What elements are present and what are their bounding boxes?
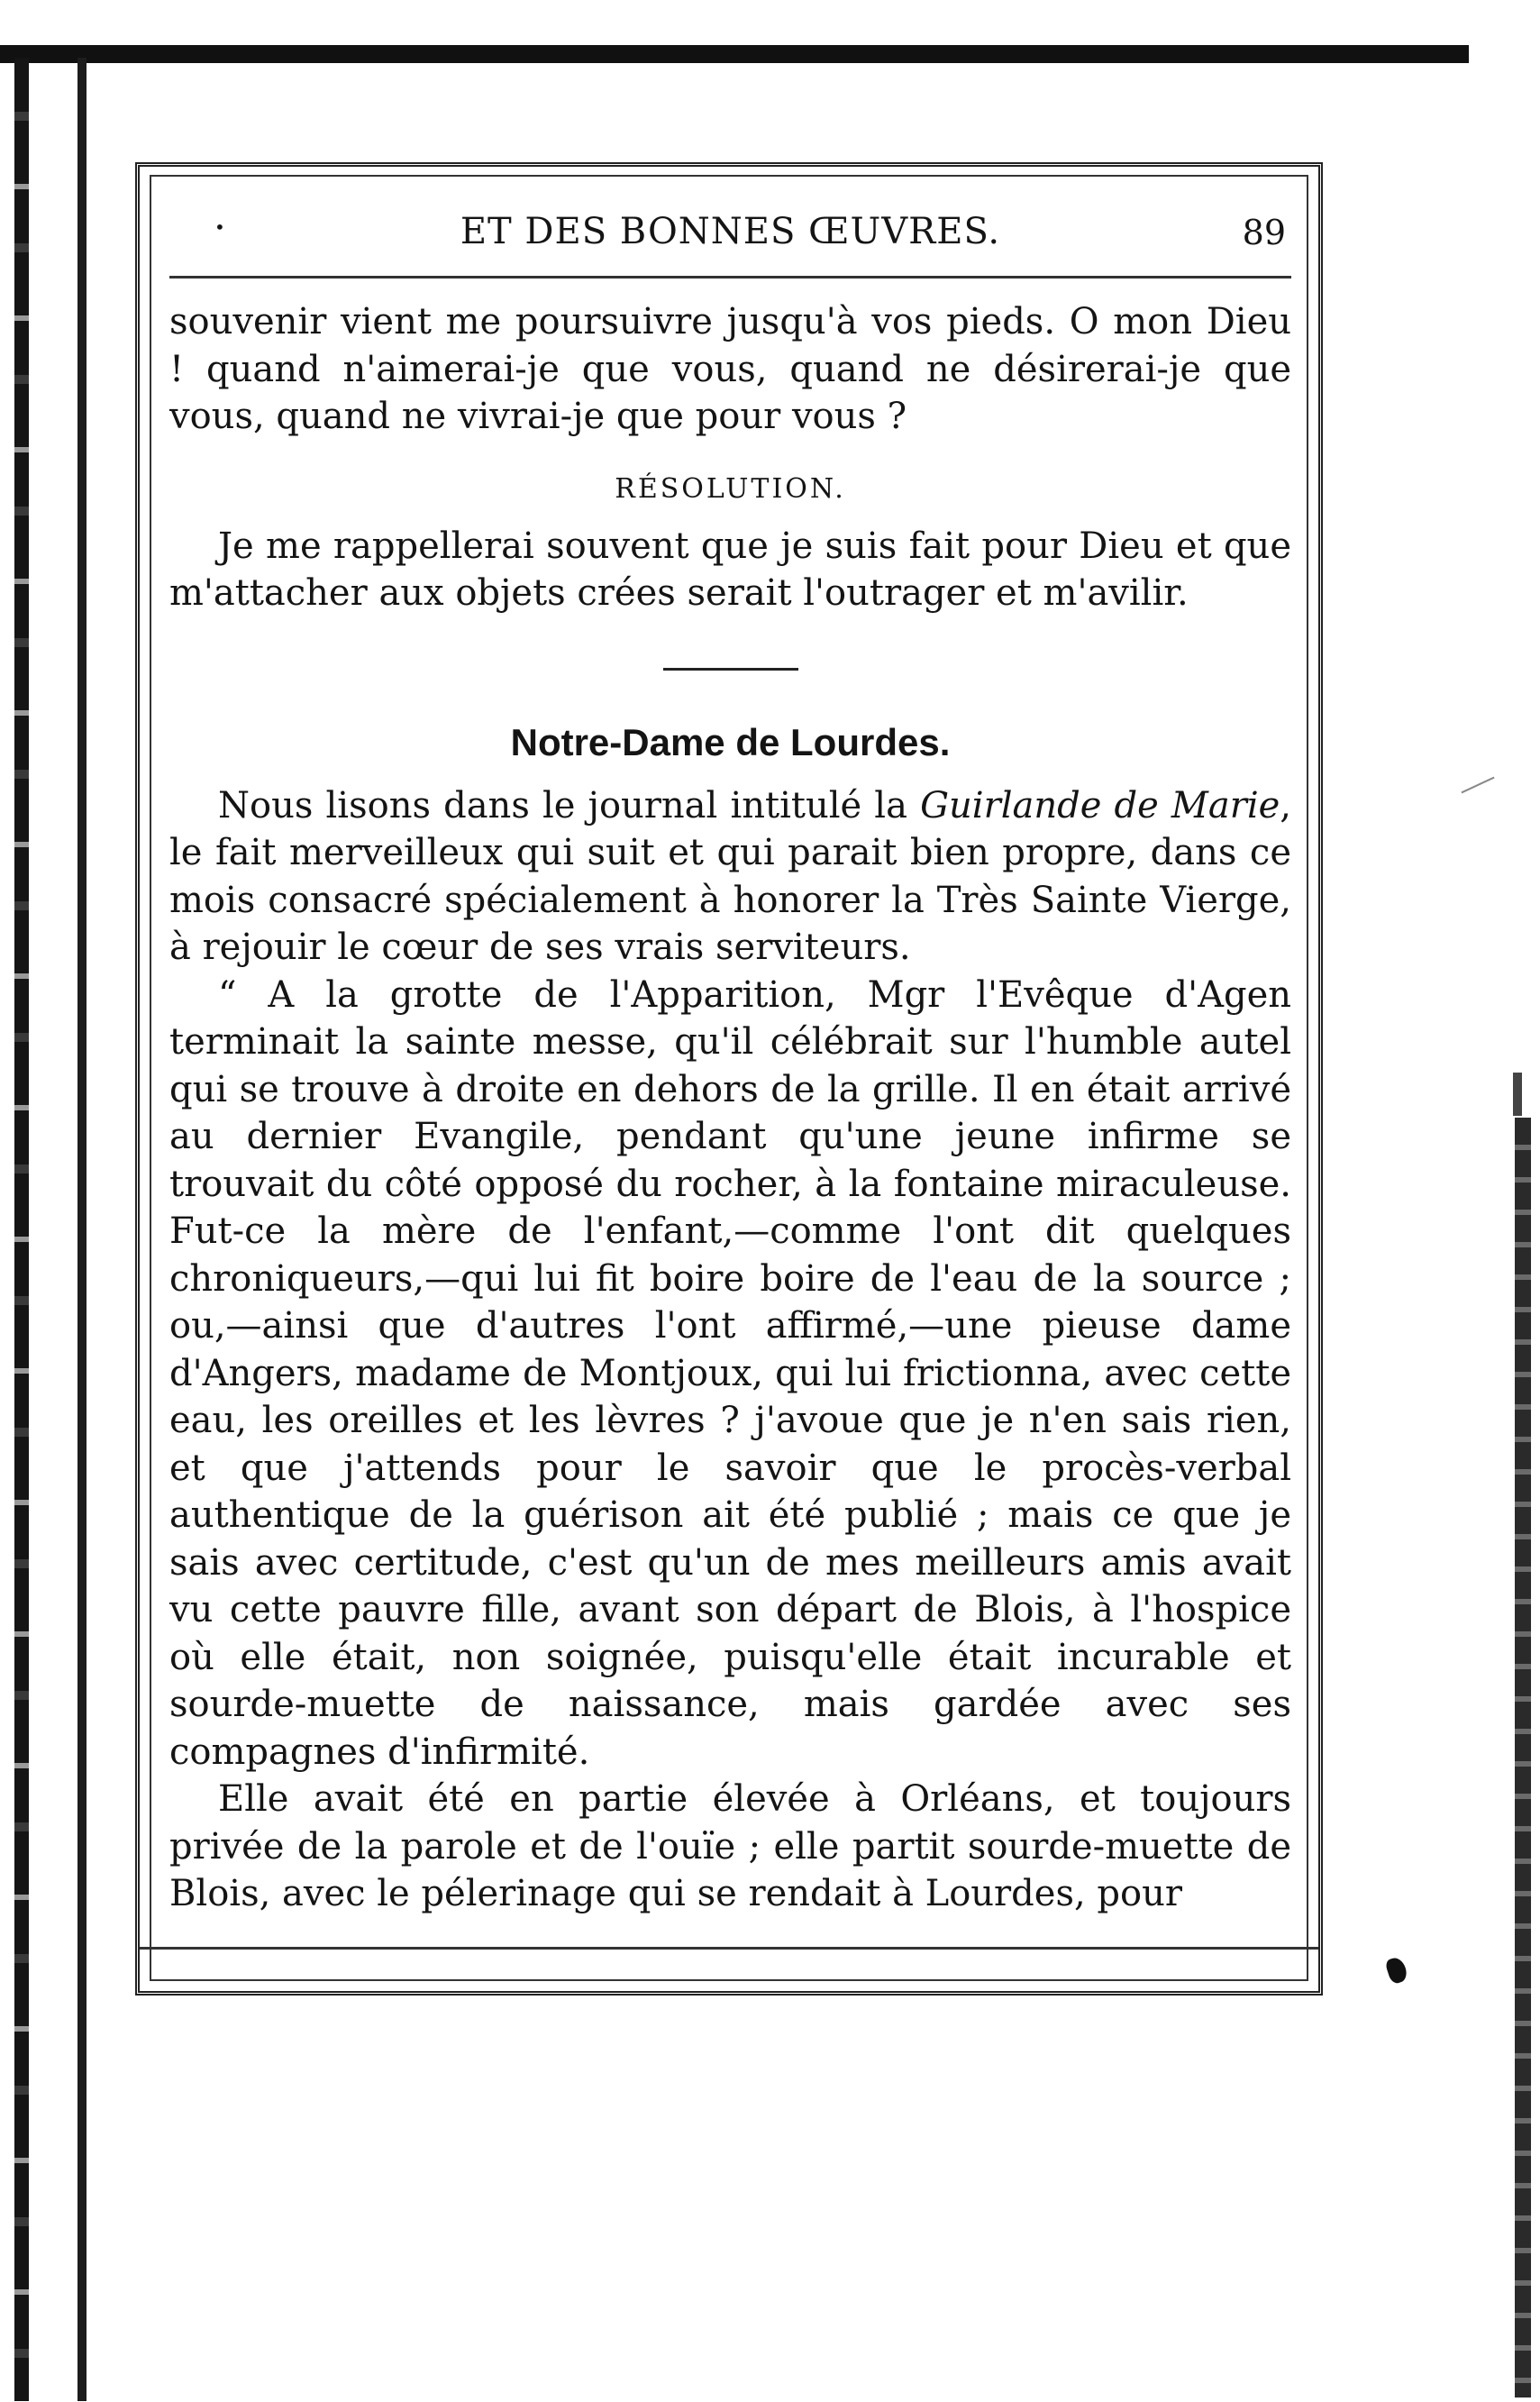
intro-text-start: Nous lisons dans le journal intitulé la xyxy=(218,784,921,827)
paragraph-intro xyxy=(169,782,1291,972)
paragraph-continuation: Elle avait été en partie élevée à Orléans, et toujours privée de la parole et de l'ouïe ; elle partit sourde-muette de Blois, avec le pélerinage qui se rendait à Lourdes, pour xyxy=(169,1778,1291,1914)
running-title: ET DES BONNES ŒUVRES. xyxy=(460,211,1001,252)
bullet-mark: • xyxy=(214,216,225,238)
scan-edge-right xyxy=(1515,1118,1531,2397)
footer-rule xyxy=(140,1947,1318,1950)
header-rule xyxy=(169,276,1291,279)
intro-text-end: , le fait merveilleux qui suit et qui parait bien propre, dans ce mois consacré spécialement à honorer la Très Sainte Vierge, à rejouir le cœur de ses vrais serviteurs. xyxy=(169,784,1292,968)
section-title: Notre-Dame de Lourdes. xyxy=(510,720,951,763)
scan-edge-top xyxy=(0,45,1469,63)
resolution-heading: RÉSOLUTION. xyxy=(615,472,846,505)
page-content xyxy=(169,189,1291,1918)
paragraph-narrative: “ A la grotte de l'Apparition, Mgr l'Evêque d'Agen terminait la sainte messe, qu'il célébrait sur l'humble autel qui se trouve à droite en dehors de la grille. Il en était arrivé au dernier Evangile, pendant qu'une jeune infirme se trouvait du côté opposé du rocher, à la fontaine miraculeuse. Fut-ce la mère de l'enfant,—comme l'ont dit quelques chroniqueurs,—qui lui fit boire boire de l'eau de la source ; ou,—ainsi que d'autres l'ont affirmé,—une pieuse dame d'Angers, madame de Montjoux, qui lui frictionna, avec cette eau, les oreilles et les lèvres ? j'avoue que je n'en sais rien, et que j'attends pour le savoir que le procès-verbal authentique de la guérison ait été publié ; mais ce que je sais avec certitude, c'est qu'un de mes meilleurs amis avait vu cette pauvre fille, avant son départ de Blois, à l'hospice où elle était, non soignée, puisqu'elle était incurable et sourde-muette de naissance, mais gardée avec ses compagnes d'infirmité. xyxy=(169,973,1291,1773)
section-divider xyxy=(663,668,798,671)
scan-binding-line xyxy=(77,58,87,2401)
ink-blot xyxy=(1384,1956,1409,1986)
scan-edge-right-stub xyxy=(1513,1073,1522,1116)
page-number: 89 xyxy=(1242,213,1286,252)
scan-edge-left xyxy=(14,58,29,2401)
journal-title: Guirlande de Marie xyxy=(920,784,1280,827)
paragraph-prayer: souvenir vient me poursuivre jusqu'à vos pieds. O mon Dieu ! quand n'aimerai-je que vous, quand ne désirerai-je que vous, quand ne vivrai-je que pour vous ? xyxy=(169,301,1291,437)
paragraph-resolution: Je me rappellerai souvent que je suis fait pour Dieu et que m'attacher aux objets crées serait l'outrager et m'avilir. xyxy=(169,525,1291,614)
running-head xyxy=(169,189,1291,270)
pencil-mark xyxy=(1461,777,1494,794)
scan-margin xyxy=(0,0,1469,7)
